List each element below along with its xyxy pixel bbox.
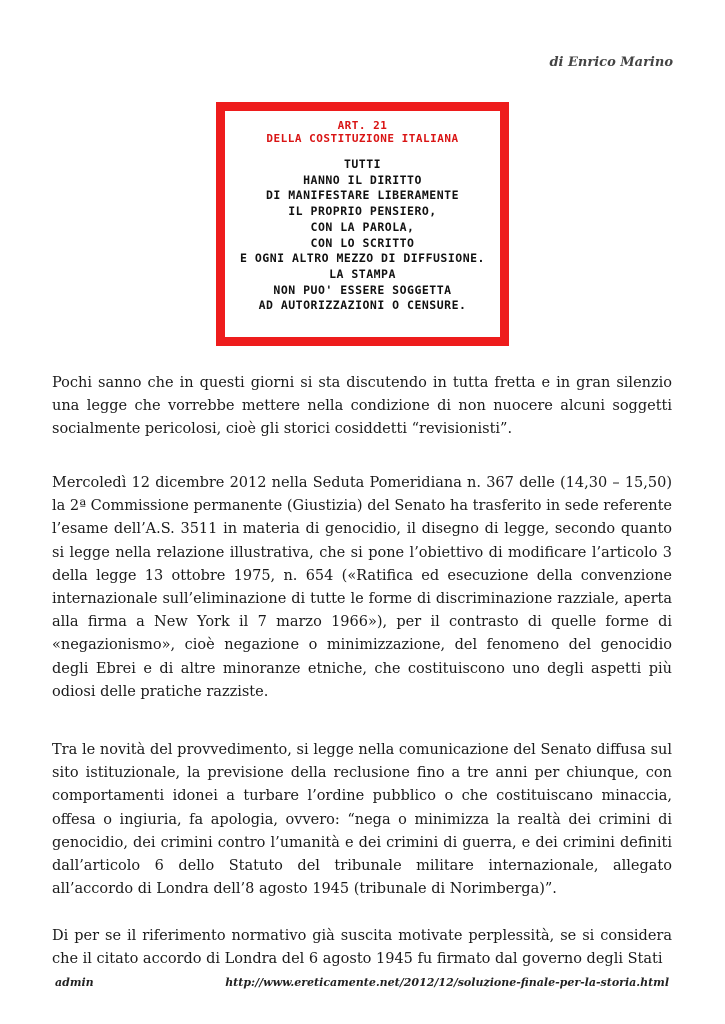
poster-body-line: DI MANIFESTARE LIBERAMENTE — [265, 188, 459, 203]
footer-author: admin — [55, 976, 94, 989]
paragraph: Pochi sanno che in questi giorni si sta discutendo in tutta fretta e in gran silenzio una legge che vorrebbe mettere nella condizione di non nuocere alcuni soggetti socialmente pericolosi, cioè gli storici cosiddetti “revisionisti”. — [52, 375, 672, 438]
poster-body-line: TUTTI — [343, 157, 382, 171]
paragraph: Mercoledì 12 dicembre 2012 nella Seduta Pomeridiana n. 367 delle (14,30 – 15,50) la 2ª Commissione permanente (Giustizia) del Senato ha trasferito in sede referente l’esame dell’A.S. 3511 in materia di genocidio, il disegno di legge, secondo quanto si legge nella relazione illustrativa, che si pone l’obiettivo di modificare l’articolo 3 della legge 13 ottobre 1975, n. 654 («Ratifica ed esecuzione della convenzione internazionale sull’eliminazione di tutte le forme di discriminazione razziale, aperta alla firma a New York il 7 marzo 1966»), per il contrasto di quelle forme di «negazionismo», cioè negazione o minimizzazione, del fenomeno del genocidio degli Ebrei e di altre minoranze etniche, che costituiscono uno degli aspetti più odiosi delle pratiche razziste. — [52, 475, 672, 700]
poster-body-line: CON LO SCRITTO — [310, 235, 415, 250]
poster-title-line: ART. 21 — [337, 119, 388, 132]
footer-source-url[interactable]: http://www.ereticamente.net/2012/12/soluzione-finale-per-la-storia.html — [225, 976, 669, 989]
article-body — [52, 372, 672, 968]
poster-body-line: IL PROPRIO PENSIERO, — [288, 204, 437, 219]
paragraph: Tra le novità del provvedimento, si legge nella comunicazione del Senato diffusa sul sito istituzionale, la previsione della reclusione fino a tre anni per chiunque, con comportamenti idonei a turbare l’ordine pubblico o che costituiscano minaccia, offesa o ingiuria, fa apologia, ovvero: “nega o minimizza la realtà dei crimini di genocidio, dei crimini contro l’umanità e dei crimini di guerra, e dei crimini definiti dall’articolo 6 dello Statuto del tribunale militare internazionale, allegato all’accordo di Londra dell’8 agosto 1945 (tribunale di Norimberga)”. — [52, 742, 672, 898]
paragraph: Di per se il riferimento normativo già suscita motivate perplessità, se si considera che il citato accordo di Londra del 6 agosto 1945 fu firmato dal governo degli Stati — [52, 928, 672, 968]
poster-body-line: LA STAMPA — [329, 266, 396, 281]
poster-body-line: HANNO IL DIRITTO — [303, 172, 422, 187]
poster-inner — [225, 111, 500, 337]
poster-title — [229, 119, 496, 145]
poster-body-line: CON LA PAROLA, — [310, 219, 415, 234]
poster-body-line: E OGNI ALTRO MEZZO DI DIFFUSIONE. — [240, 251, 485, 266]
poster-body-line: NON PUO' ESSERE SOGGETTA — [273, 282, 452, 297]
author-byline: di Enrico Marino — [549, 55, 673, 70]
poster-title-line: DELLA COSTITUZIONE ITALIANA — [266, 132, 459, 145]
article-21-poster — [216, 102, 509, 346]
poster-body-line: AD AUTORIZZAZIONI O CENSURE. — [258, 298, 467, 313]
poster-body — [229, 157, 496, 314]
